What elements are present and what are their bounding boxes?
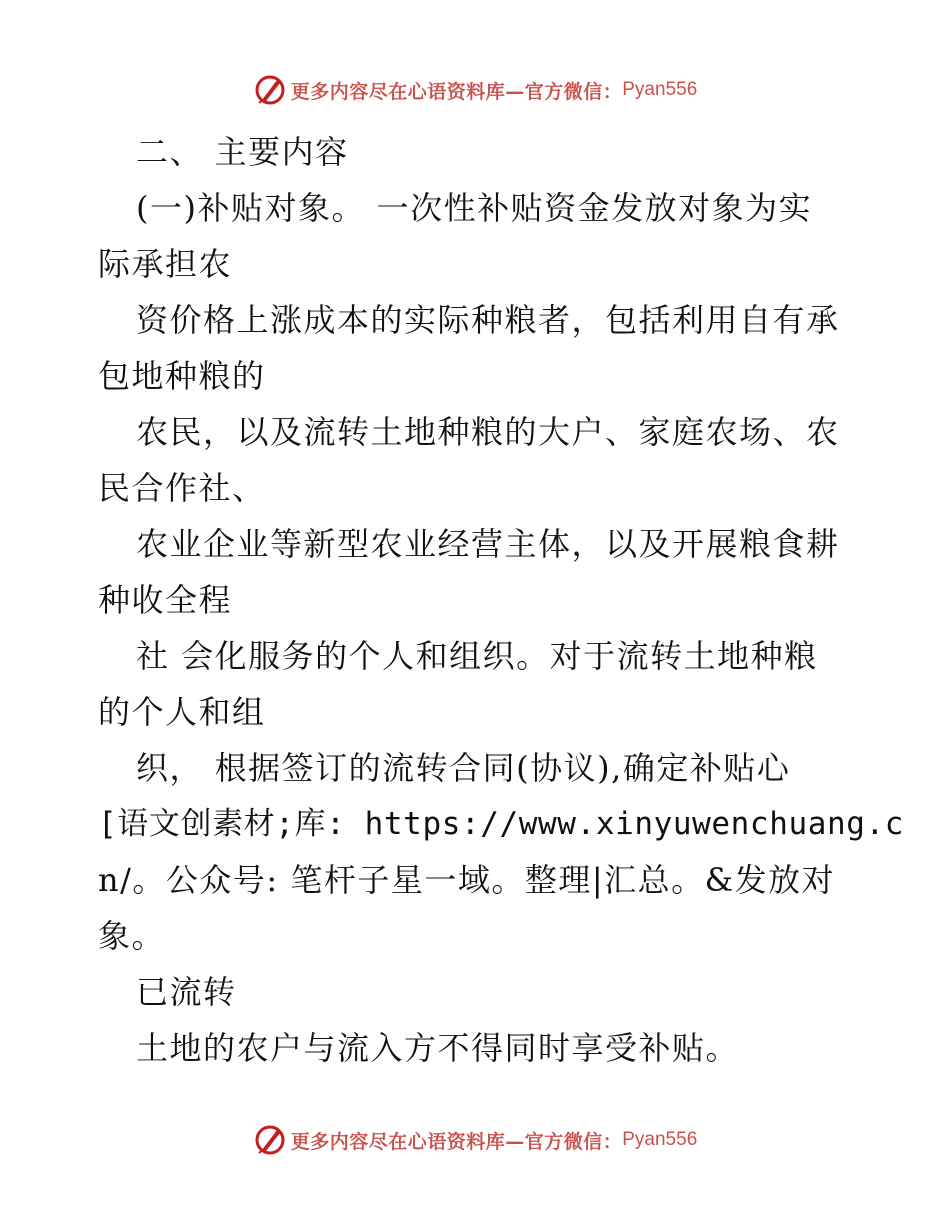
watermark-wechat-id: Pyan556 xyxy=(622,79,698,100)
text-line: 农民，以及流转土地种粮的大户、家庭农场、农 xyxy=(136,413,840,451)
text-line: 际承担农 xyxy=(98,245,233,283)
text-line: 织， 根据签订的流转合同(协议),确定补贴心 xyxy=(136,749,791,787)
watermark-wechat-id: Pyan556 xyxy=(622,1129,698,1150)
text-line: 资价格上涨成本的实际种粮者，包括利用自有承 xyxy=(136,301,840,339)
text-line: 包地种粮的 xyxy=(98,357,266,395)
text-line: 已流转 xyxy=(136,973,237,1011)
text-line: 农业企业等新型农业经营主体，以及开展粮食耕 xyxy=(136,525,840,563)
text-line: (一)补贴对象。 一次性补贴资金发放对象为实 xyxy=(136,189,813,227)
text-line: 种收全程 xyxy=(98,581,233,619)
text-line: 社 会化服务的个人和组织。对于流转土地种粮 xyxy=(136,637,818,675)
header-watermark xyxy=(0,70,950,110)
text-line: 民合作社、 xyxy=(98,469,266,507)
text-line: n/。公众号: 笔杆子星一域。整理|汇总。&发放对 xyxy=(98,861,836,899)
text-line: 土地的农户与流入方不得同时享受补贴。 xyxy=(136,1029,740,1067)
section-heading: 二、 主要内容 xyxy=(136,133,349,171)
footer-watermark xyxy=(0,1120,950,1160)
quill-logo-icon xyxy=(253,73,287,107)
watermark-text: 更多内容尽在心语资料库—官方微信： xyxy=(290,1130,623,1153)
text-line: 象。 xyxy=(98,917,166,955)
text-line: 的个人和组 xyxy=(98,693,266,731)
watermark-text: 更多内容尽在心语资料库—官方微信： xyxy=(290,80,623,103)
quill-logo-icon xyxy=(253,1123,287,1157)
text-line: [语文创素材;库: https://www.xinyuwenchuang.c xyxy=(98,806,905,842)
document-body xyxy=(98,124,905,1076)
